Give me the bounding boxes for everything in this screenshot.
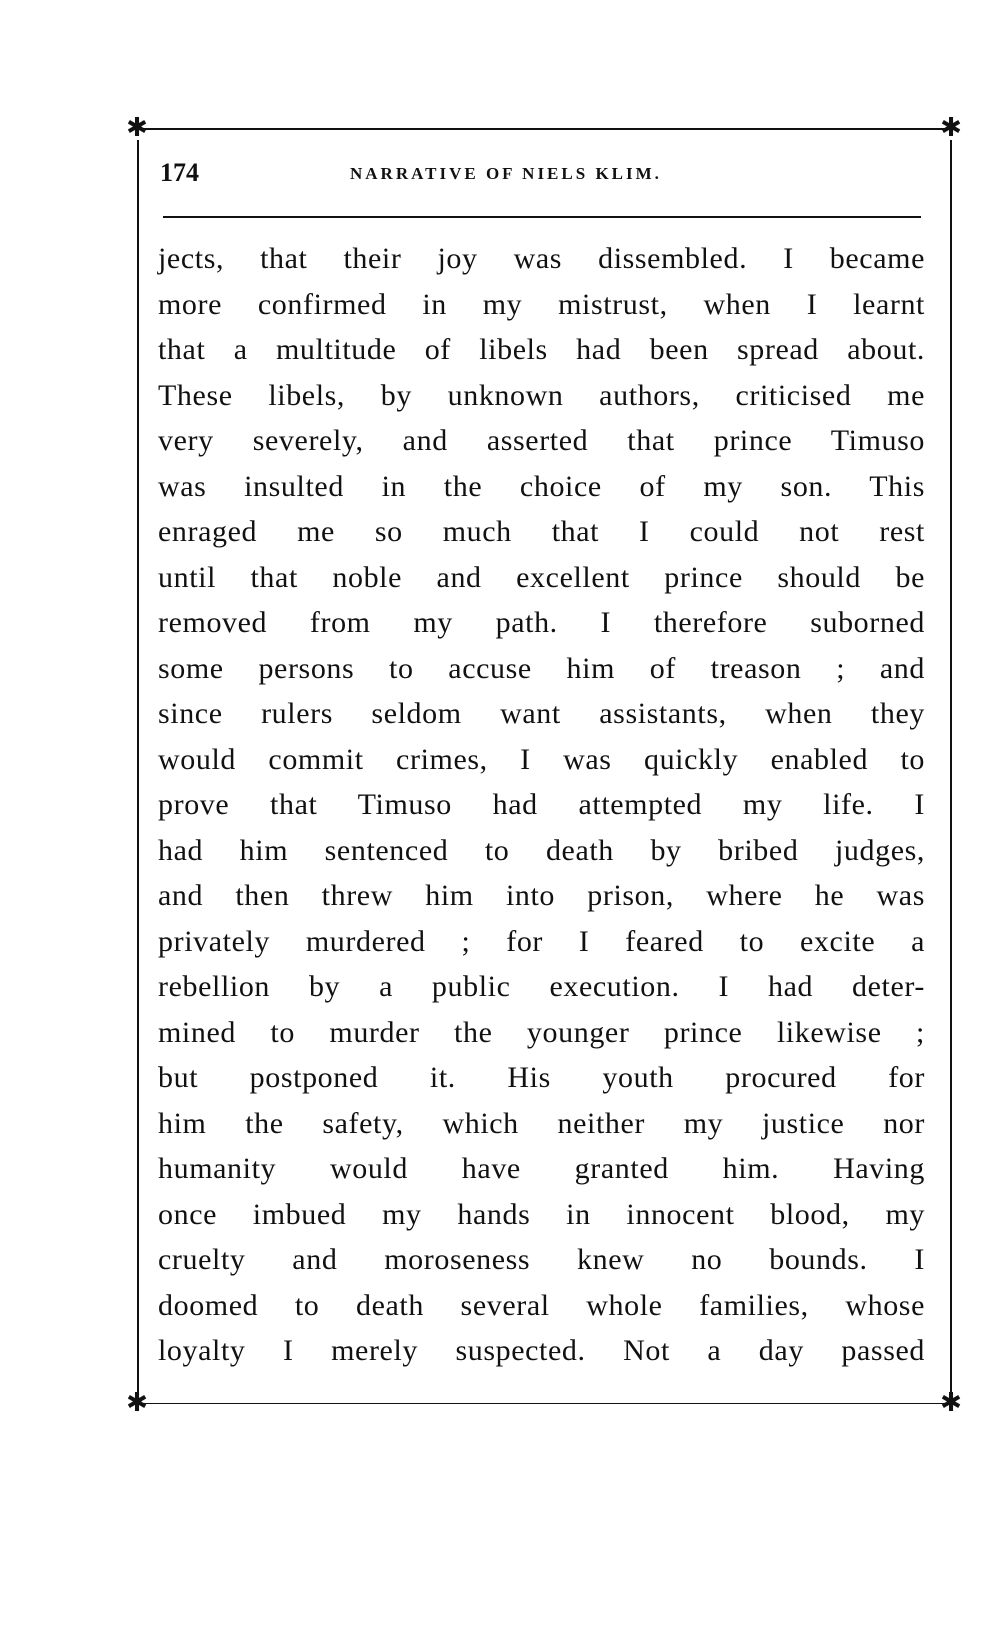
frame-bottom-rule [132, 1403, 952, 1404]
text-line: rebellion by a public execution. I had deter- [158, 970, 925, 1003]
text-line: doomed to death several whole families, whose [158, 1288, 925, 1322]
frame-left-rule [137, 140, 139, 1395]
text-line: until that noble and excellent prince should be [158, 560, 925, 594]
text-line: more confirmed in my mistrust, when I learnt [158, 287, 925, 321]
text-line: cruelty and moroseness knew no bounds. I [158, 1243, 925, 1276]
text-line: removed from my path. I therefore suborned [158, 606, 925, 639]
text-line: and then threw him into prison, where he was [158, 879, 925, 912]
text-line: had him sentenced to death by bribed judges, [158, 833, 925, 867]
corner-star-icon: ✱ [940, 1388, 962, 1417]
text-line: enraged me so much that I could not rest [158, 515, 925, 548]
text-line: that a multitude of libels had been spread about. [158, 333, 925, 366]
text-line: privately murdered ; for I feared to excite a [158, 924, 925, 958]
text-line: jects, that their joy was dissembled. I became [158, 242, 925, 275]
text-line: since rulers seldom want assistants, when they [158, 697, 925, 730]
text-line: some persons to accuse him of treason ; and [158, 651, 925, 685]
header-rule [163, 216, 921, 218]
text-line: very severely, and asserted that prince Timuso [158, 424, 925, 457]
body-text [158, 236, 925, 1374]
text-line: was insulted in the choice of my son. This [158, 469, 925, 503]
text-line: once imbued my hands in innocent blood, my [158, 1197, 925, 1231]
corner-star-icon: ✱ [940, 113, 962, 142]
corner-star-icon: ✱ [126, 113, 148, 142]
text-line: These libels, by unknown authors, criticised me [158, 378, 925, 412]
text-line: mined to murder the younger prince likewise ; [158, 1015, 925, 1049]
page-header [160, 158, 925, 194]
corner-star-icon: ✱ [126, 1388, 148, 1417]
running-title: NARRATIVE OF NIELS KLIM. [350, 164, 662, 183]
text-line: him the safety, which neither my justice nor [158, 1106, 925, 1140]
frame-top-rule [132, 128, 952, 130]
text-line: humanity would have granted him. Having [158, 1152, 925, 1185]
text-line: but postponed it. His youth procured for [158, 1061, 925, 1094]
text-line: would commit crimes, I was quickly enabled to [158, 742, 925, 776]
frame-right-rule [950, 140, 952, 1395]
text-line: prove that Timuso had attempted my life. I [158, 788, 925, 821]
text-line: loyalty I merely suspected. Not a day passed [158, 1334, 925, 1367]
page-number: 174 [160, 158, 199, 187]
